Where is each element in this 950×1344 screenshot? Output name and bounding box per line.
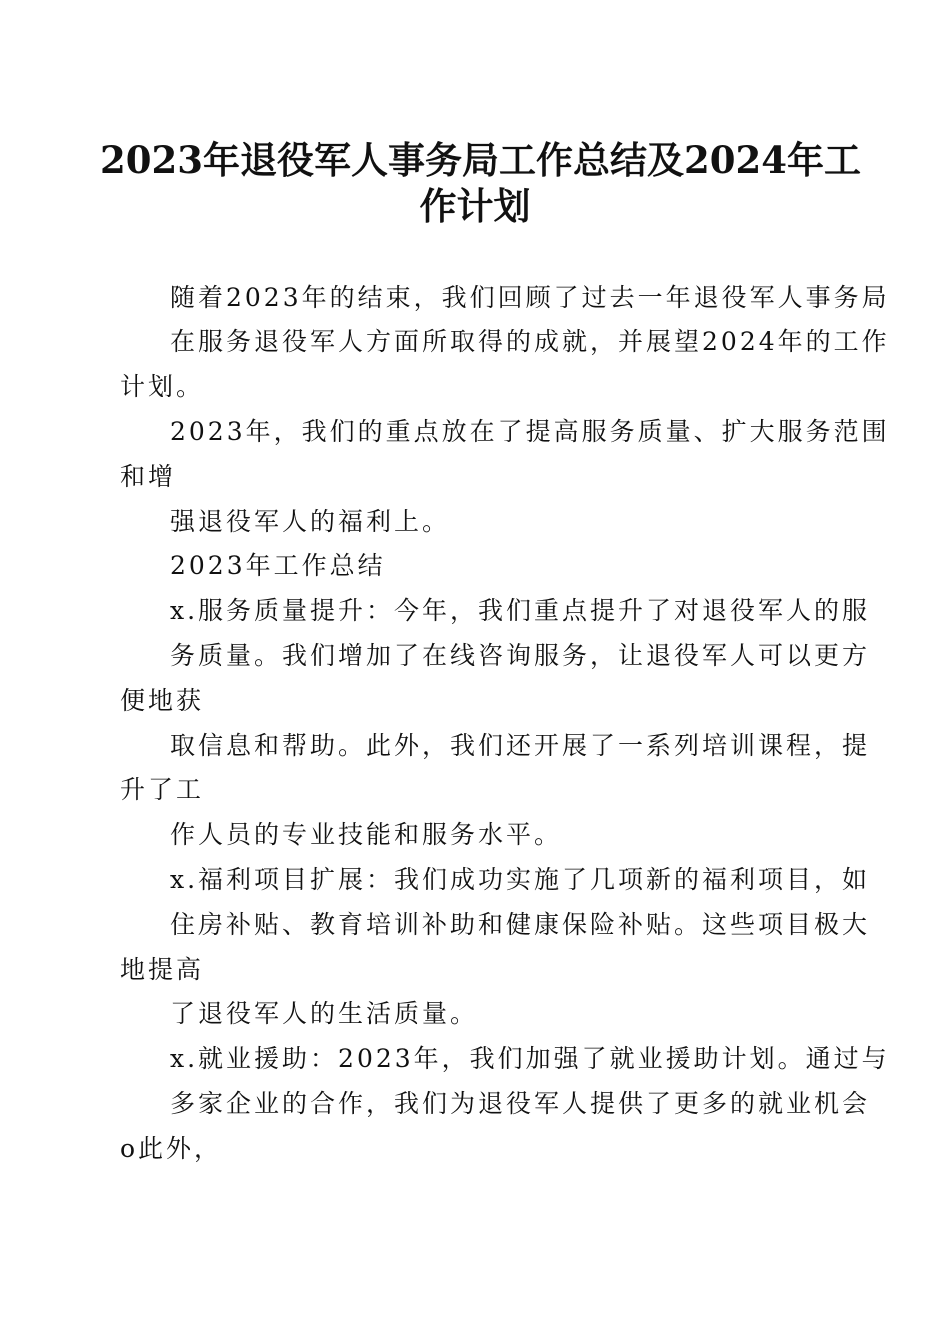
body-line-20: o此外， [120,1134,223,1163]
body-line-12: 升了工 [120,775,205,804]
document-title-line-1: 2023年退役军人事务局工作总结及2024年工 [100,138,861,182]
body-line-5: 和增 [120,462,177,491]
section-heading: 2023年工作总结 [170,551,386,580]
body-line-16: 地提高 [120,955,205,984]
body-line-1: 随着2023年的结束，我们回顾了过去一年退役军人事务局 [170,283,890,312]
body-line-14: x.福利项目扩展：我们成功实施了几项新的福利项目，如 [170,865,871,894]
body-line-19: 多家企业的合作，我们为退役军人提供了更多的就业机会 [170,1089,871,1118]
body-line-4: 2023年，我们的重点放在了提高服务质量、扩大服务范围 [170,417,890,446]
body-line-3: 计划。 [120,372,205,401]
body-line-18: x.就业援助：2023年，我们加强了就业援助计划。通过与 [170,1044,890,1073]
body-line-2: 在服务退役军人方面所取得的成就，并展望2024年的工作 [170,327,890,356]
body-line-10: 便地获 [120,686,205,715]
body-line-8: x.服务质量提升：今年，我们重点提升了对退役军人的服 [170,596,871,625]
body-line-13: 作人员的专业技能和服务水平。 [170,820,563,849]
body-line-6: 强退役军人的福利上。 [170,507,451,536]
body-line-11: 取信息和帮助。此外，我们还开展了一系列培训课程，提 [170,731,871,760]
document-title-line-2: 作计划 [419,184,531,228]
body-line-17: 了退役军人的生活质量。 [170,999,479,1028]
body-line-9: 务质量。我们增加了在线咨询服务，让退役军人可以更方 [170,641,871,670]
body-line-15: 住房补贴、教育培训补助和健康保险补贴。这些项目极大 [170,910,871,939]
